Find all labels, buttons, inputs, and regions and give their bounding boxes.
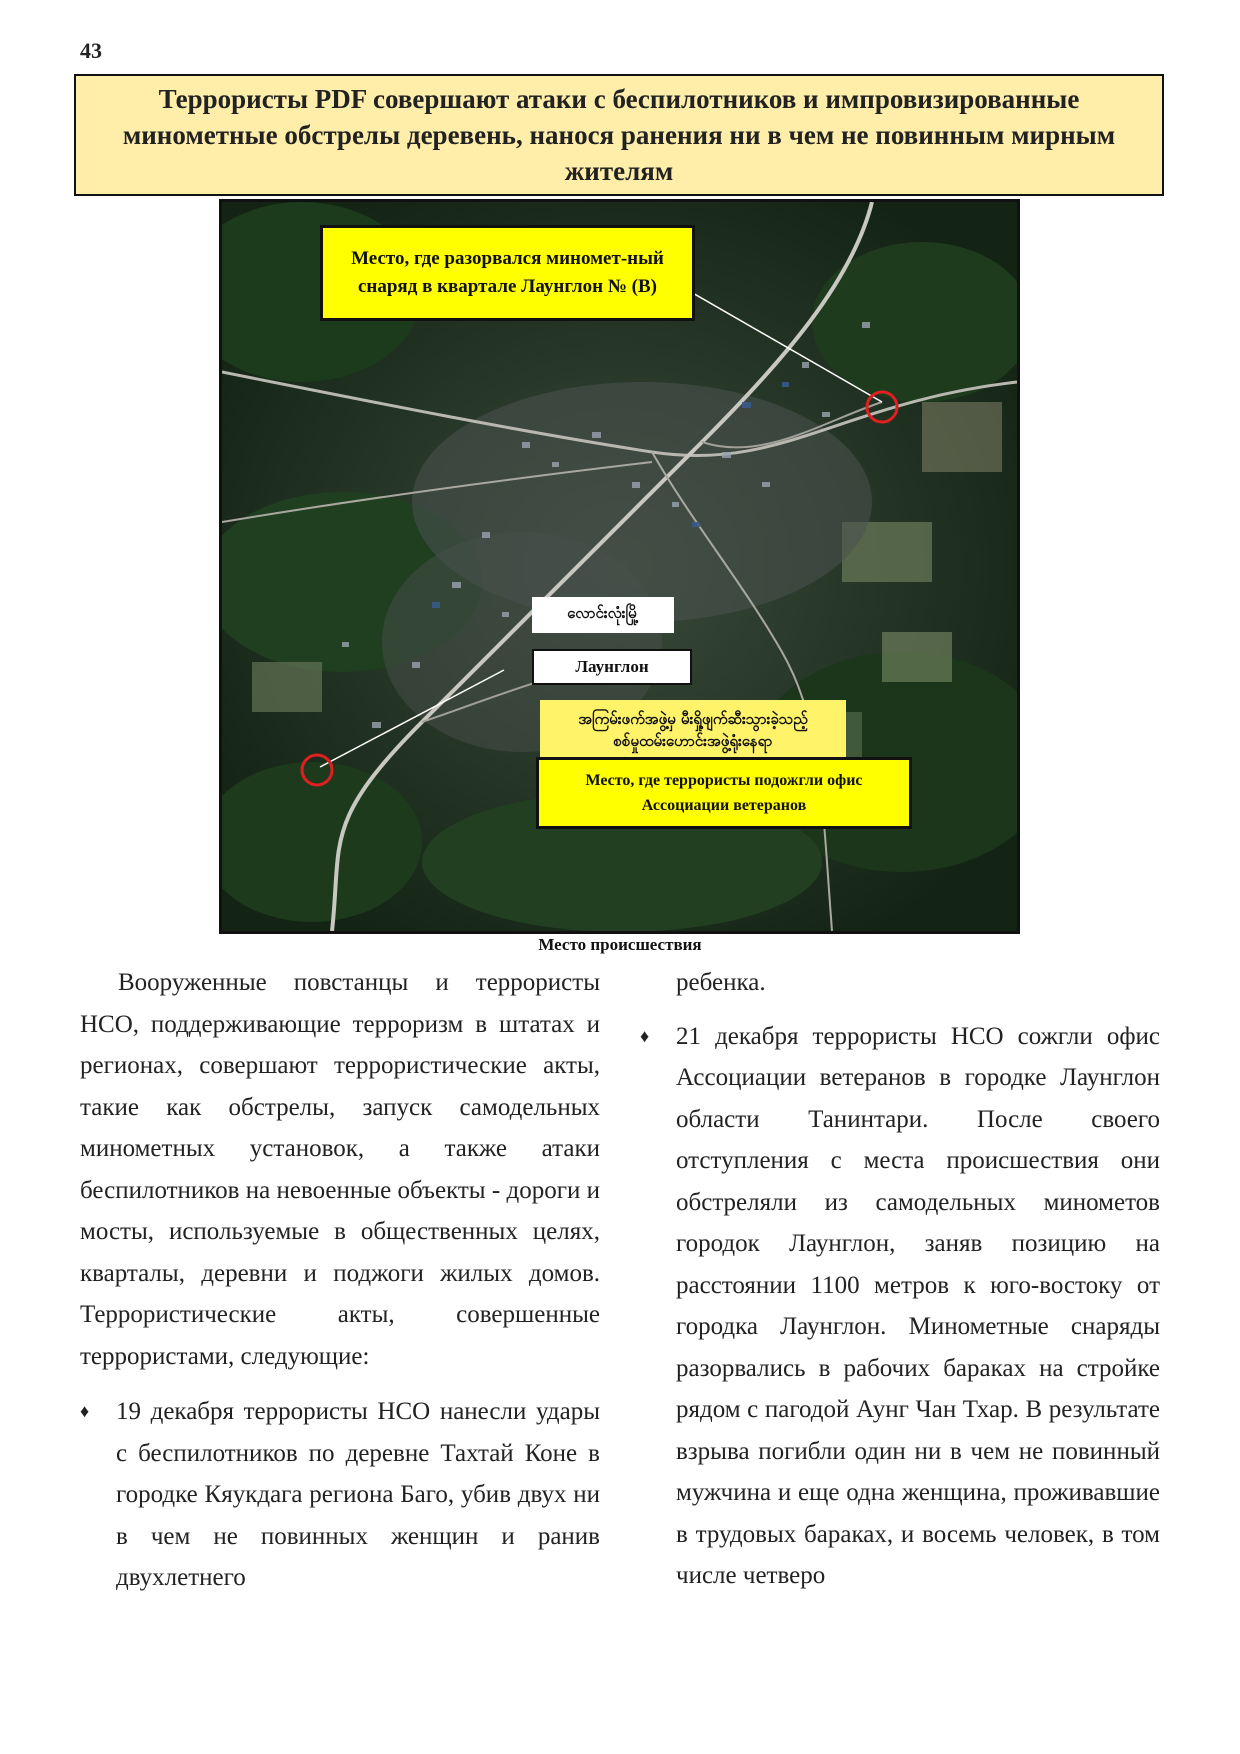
figure-caption: Место происшествия bbox=[538, 935, 702, 954]
continued-text: ребенка. bbox=[676, 969, 766, 996]
burmese-office-label: အကြမ်းဖက်အဖွဲ့မှ မီးရှို့ဖျက်ဆီးသွားခဲ့သည့် စစ်မှုထမ်းဟောင်းအဖွဲ့ရုံးနေရာ bbox=[540, 700, 846, 760]
mortar-site-label: Место, где разорвался миномет-ный снаряд в квартале Лаунглон № (B) bbox=[320, 225, 695, 321]
list-item bbox=[640, 1016, 1160, 1597]
right-column bbox=[640, 962, 1160, 1597]
title-box bbox=[74, 74, 1164, 196]
office-site-label: Место, где террористы подожгли офис Ассоциации ветеранов bbox=[536, 757, 912, 829]
page-title: Террористы PDF совершают атаки с беспилотников и импровизированные минометные обстрелы деревень, нанося ранения ни в чем не повинным мирным жителям bbox=[122, 84, 1116, 186]
list-item-text: 19 декабря террористы НСО нанесли удары с беспилотников по деревне Тахтай Коне в городке Кяукдага региона Баго, убив двух ни в чем не повинных женщин и ранив двухлетнего bbox=[116, 1398, 600, 1591]
list-item bbox=[80, 1391, 600, 1599]
bullet-diamond-icon: ♦ bbox=[640, 1025, 650, 1046]
left-column bbox=[80, 962, 600, 1599]
burmese-town-label: လောင်းလုံးမြို့ bbox=[532, 597, 674, 633]
bullet-diamond-icon: ♦ bbox=[80, 1401, 90, 1421]
list-item-text: 21 декабря террористы НСО сожгли офис Ассоциации ветеранов в городке Лаунглон области Танинтари. После своего отступления с места происшествия они обстреляли из самодельных минометов городок Лаунглон, заняв позицию на расстоянии 1100 метров к юго-востоку от городка Лаунглон. Минометные снаряды разорвались в рабочих бараках на стройке рядом с пагодой Аунг Чан Тхар. В результате взрыва погибли один ни в чем не повинный мужчина и еще одна женщина, проживавшие в трудовых бараках, и восемь человек, в том числе четверо bbox=[676, 1022, 1160, 1589]
page-number: 43 bbox=[80, 38, 102, 63]
intro-paragraph: Вооруженные повстанцы и террористы НСО, поддерживающие терроризм в штатах и регионах, совершают террористические акты, такие как обстрелы, запуск самодельных минометных установок, а также атаки беспилотников на невоенные объекты - дороги и мосты, используемые в общественных целях, кварталы, деревни и поджоги жилых домов. Террористические акты, совершенные террористами, следующие: bbox=[80, 969, 600, 1370]
town-label: Лаунглон bbox=[532, 649, 692, 685]
